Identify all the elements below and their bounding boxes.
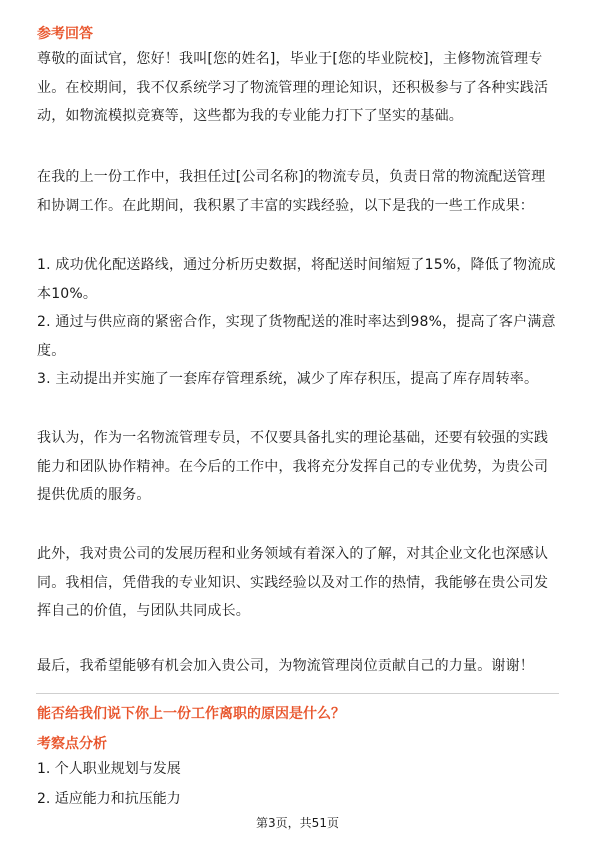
analysis-item-1: 1. 个人职业规划与发展: [37, 761, 181, 777]
answer-paragraph-closing: 最后，我希望能够有机会加入贵公司，为物流管理岗位贡献自己的力量。谢谢！: [37, 658, 534, 674]
section-divider: [36, 693, 559, 694]
page-footer: 第3页，共51页: [256, 816, 339, 830]
analysis-heading: 考察点分析: [37, 736, 107, 752]
analysis-item-2: 2. 适应能力和抗压能力: [37, 791, 181, 807]
answer-heading: 参考回答: [37, 26, 93, 42]
answer-achievements-list: 1. 成功优化配送路线，通过分析历史数据，将配送时间缩短了15%，降低了物流成本10%。 2. 通过与供应商的紧密合作，实现了货物配送的准时率达到98%，提高了客户满意度。 3. 主动提出并实施了一套库存管理系统，减少了库存积压，提高了库存周转率。: [37, 257, 556, 387]
answer-paragraph-experience: 在我的上一份工作中，我担任过[公司名称]的物流专员，负责日常的物流配送管理和协调工作。在此期间，我积累了丰富的实践经验，以下是我的一些工作成果：: [37, 169, 546, 214]
answer-paragraph-company: 此外，我对贵公司的发展历程和业务领域有着深入的了解，对其企业文化也深感认同。我相信，凭借我的专业知识、实践经验以及对工作的热情，我能够在贵公司发挥自己的价值，与团队共同成长。: [37, 546, 549, 619]
answer-paragraph-intro: 尊敬的面试官，您好！我叫[您的姓名]，毕业于[您的毕业院校]，主修物流管理专业。在校期间，我不仅系统学习了物流管理的理论知识，还积极参与了各种实践活动，如物流模拟竞赛等，这些都为我的专业能力打下了坚实的基础。: [37, 51, 549, 124]
answer-paragraph-self-view: 我认为，作为一名物流管理专员，不仅要具备扎实的理论基础，还要有较强的实践能力和团队协作精神。在今后的工作中，我将充分发挥自己的专业优势，为贵公司提供优质的服务。: [37, 430, 549, 503]
question-title: 能否给我们说下你上一份工作离职的原因是什么？: [37, 706, 345, 722]
